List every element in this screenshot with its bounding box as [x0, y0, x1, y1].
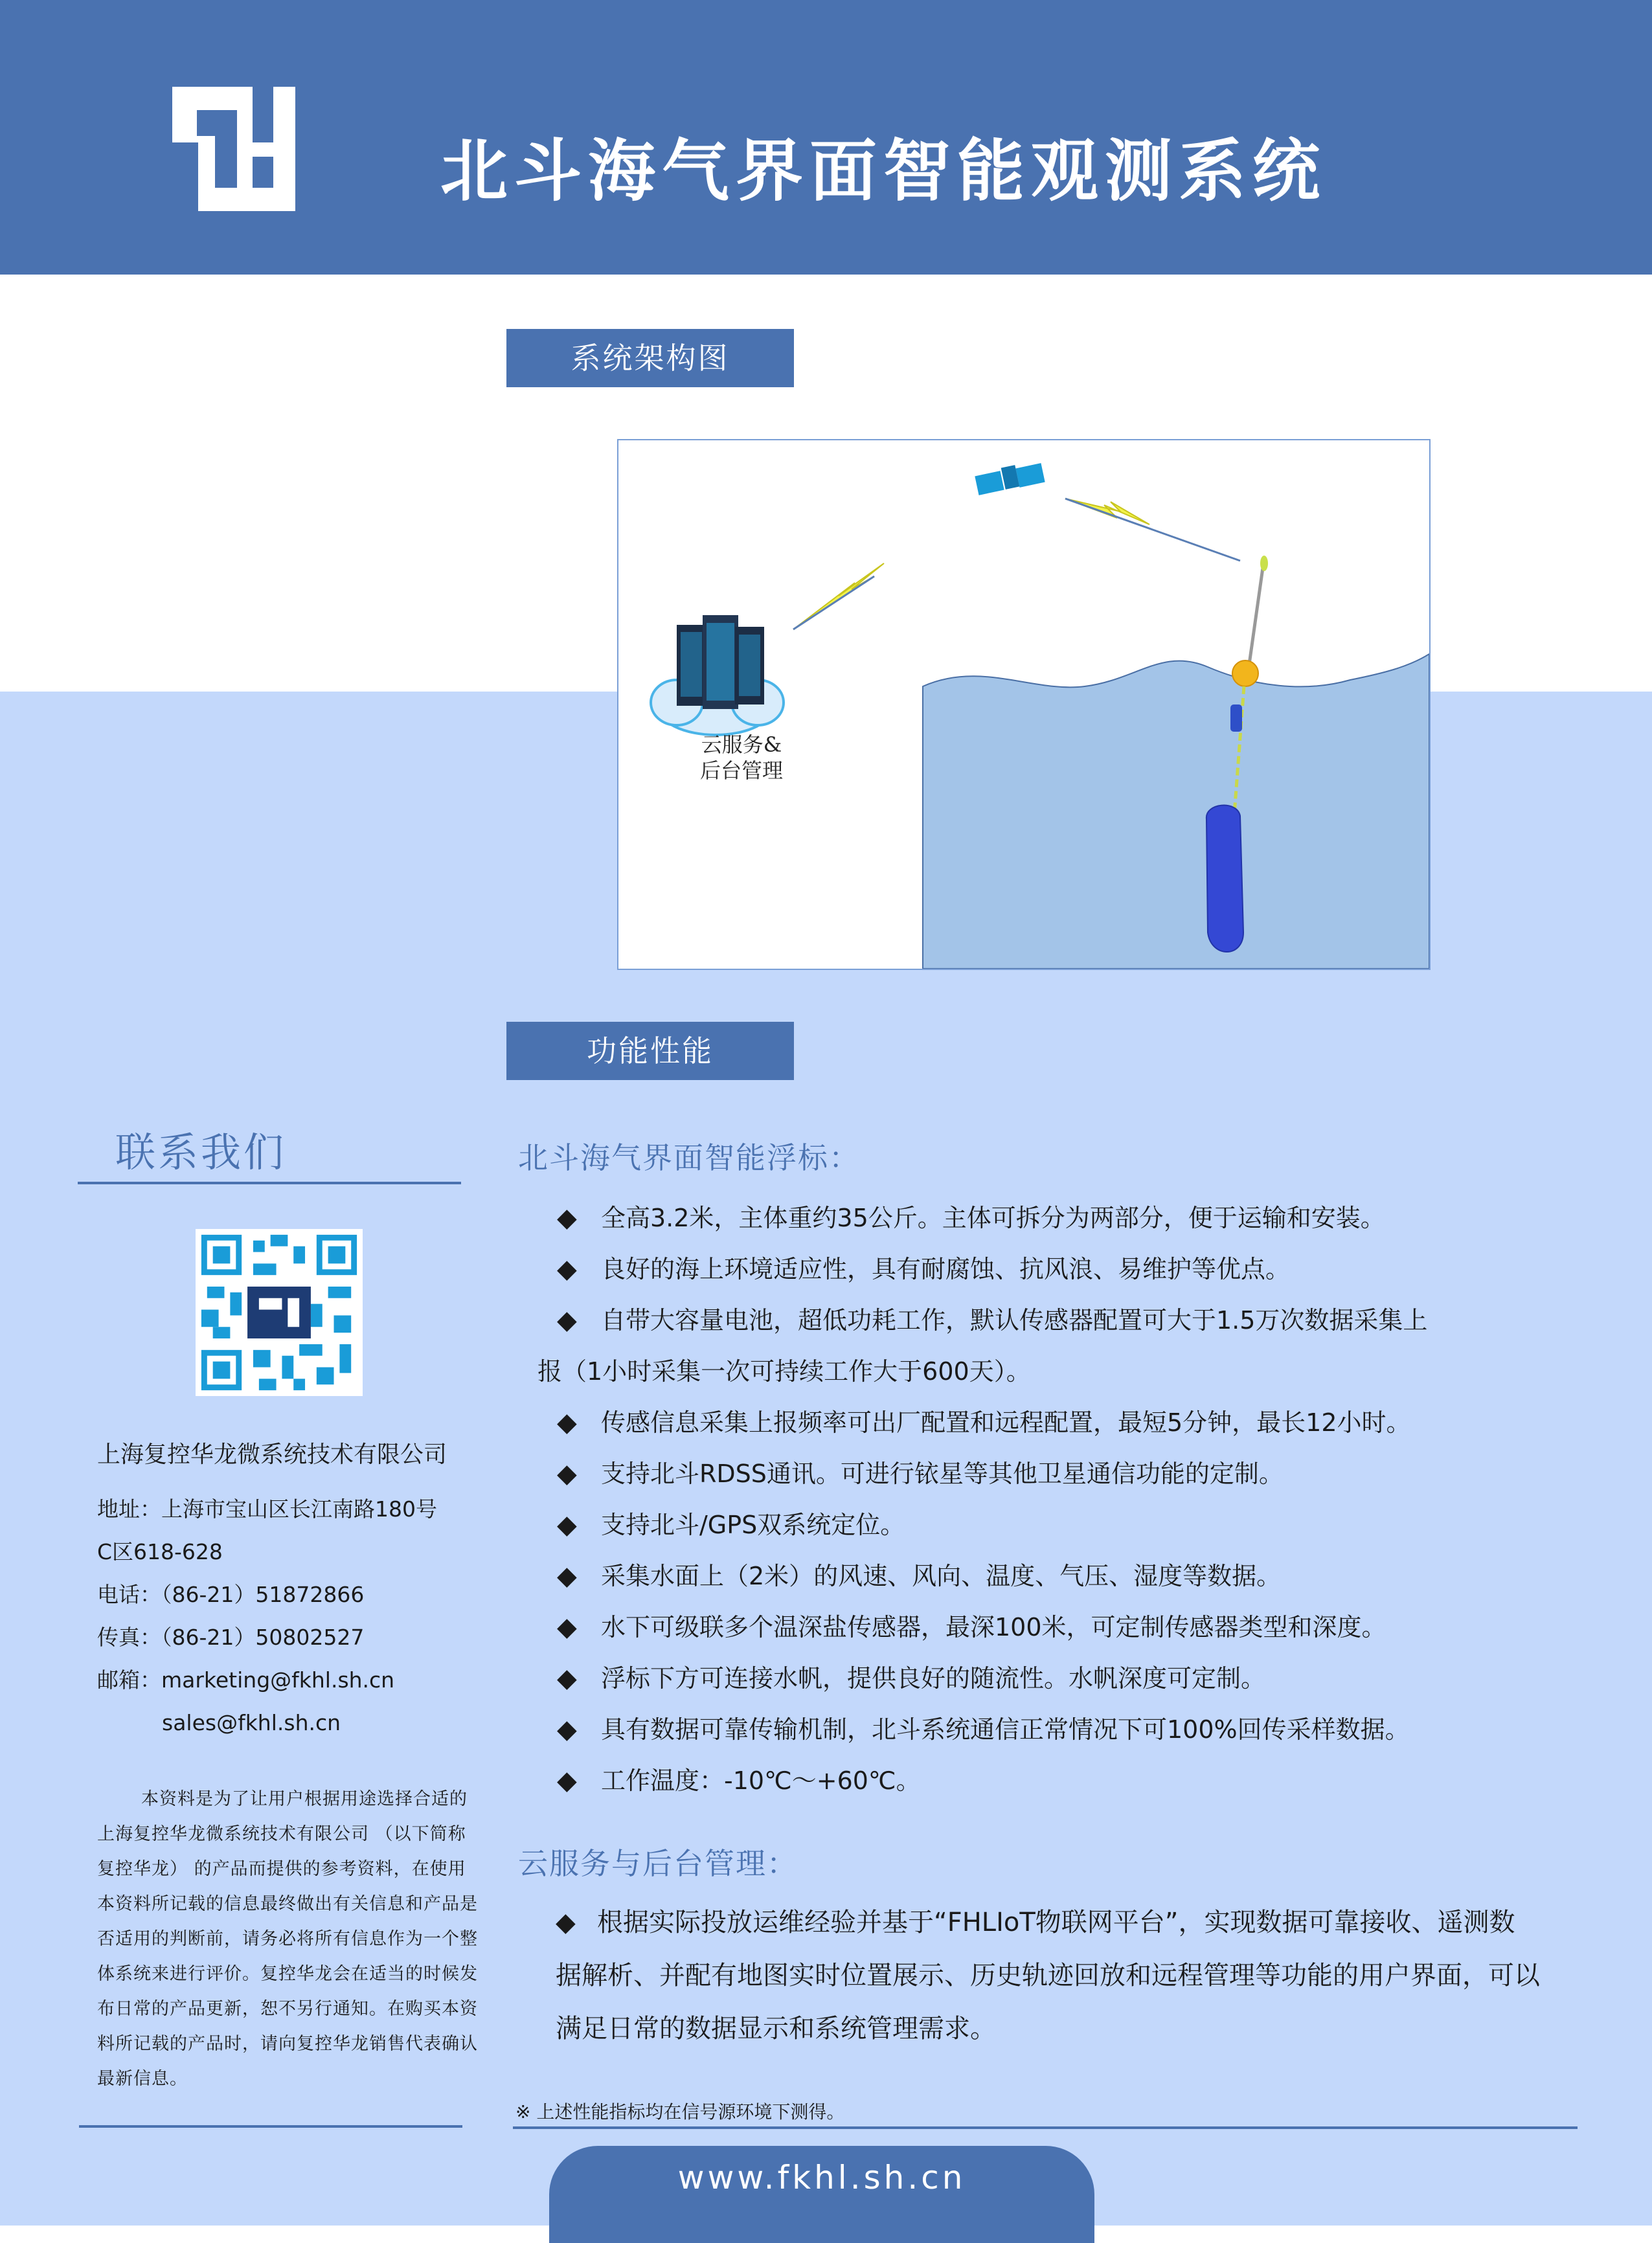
feature-item	[557, 1500, 1567, 1551]
section-tab-function: 功能性能	[506, 1022, 794, 1080]
page-title: 北斗海气界面智能观测系统	[440, 131, 1327, 210]
feature-text: 支持北斗RDSS通讯。可进行铱星等其他卫星通信功能的定制。	[601, 1460, 1284, 1488]
address-line2: C区618-628	[97, 1539, 223, 1564]
diamond-bullet-icon: ◆	[557, 1254, 577, 1284]
phone: 电话：（86-21）51872866	[97, 1582, 365, 1607]
cloud-heading: 云服务与后台管理：	[518, 1846, 798, 1881]
diamond-bullet-icon: ◆	[557, 1510, 577, 1540]
right-divider	[513, 2126, 1578, 2129]
diamond-bullet-icon: ◆	[557, 1408, 577, 1437]
disclaimer-text: 本资料是为了让用户根据用途选择合适的上海复控华龙微系统技术有限公司 （以下简称复控华龙） 的产品而提供的参考资料，在使用本资料所记载的信息最终做出有关信息和产品是否适用的判断前，请务必将所有信息作为一个整体系统来进行评价。复控华龙会在适当的时候发布日常的产品更新，恕不另行通知。在购买本资料所记载的产品时，请向复控华龙销售代表确认最新信息。	[97, 1789, 478, 2089]
left-divider	[79, 2125, 462, 2128]
diamond-bullet-icon: ◆	[557, 1203, 577, 1233]
buoy-heading: 北斗海气界面智能浮标：	[518, 1140, 860, 1175]
feature-text: 水下可级联多个温深盐传感器，最深100米，可定制传感器类型和深度。	[601, 1613, 1386, 1641]
feature-list	[537, 1193, 1567, 1807]
feature-item	[557, 1755, 1567, 1807]
address-line1: 地址：上海市宝山区长江南路180号	[97, 1496, 437, 1522]
feature-text: 具有数据可靠传输机制，北斗系统通信正常情况下可100%回传采样数据。	[601, 1715, 1410, 1744]
qr-code-icon	[196, 1229, 363, 1396]
feature-item	[557, 1602, 1567, 1653]
feature-text: 采集水面上（2米）的风速、风向、温度、气压、湿度等数据。	[601, 1562, 1282, 1590]
feature-item	[557, 1704, 1567, 1755]
diamond-bullet-icon: ◆	[557, 1663, 577, 1693]
diamond-bullet-icon: ◆	[557, 1459, 577, 1489]
website-banner[interactable]	[549, 2146, 1094, 2243]
feature-item	[557, 1397, 1567, 1448]
cloud-service-label	[670, 732, 813, 783]
fax: 传真：（86-21）50802527	[97, 1625, 365, 1650]
feature-text: 全高3.2米，主体重约35公斤。主体可拆分为两部分，便于运输和安装。	[601, 1204, 1385, 1232]
company-name: 上海复控华龙微系统技术有限公司	[97, 1441, 447, 1468]
feature-item	[557, 1551, 1567, 1602]
feature-item	[557, 1653, 1567, 1704]
diamond-bullet-icon: ◆	[557, 1715, 577, 1744]
diamond-bullet-icon: ◆	[556, 1908, 576, 1937]
feature-text: 良好的海上环境适应性，具有耐腐蚀、抗风浪、易维护等优点。	[601, 1255, 1291, 1283]
feature-item	[557, 1448, 1567, 1500]
feature-item	[557, 1244, 1567, 1295]
website-url[interactable]: www.fkhl.sh.cn	[677, 2159, 966, 2196]
ocean-wave	[923, 654, 1429, 969]
system-architecture-diagram	[617, 439, 1431, 970]
footnote: ※ 上述性能指标均在信号源环境下测得。	[515, 2101, 845, 2123]
diamond-bullet-icon: ◆	[557, 1612, 577, 1642]
feature-text: 工作温度：-10℃～+60℃。	[601, 1766, 921, 1795]
cloud-label-line1: 云服务&	[701, 732, 782, 757]
cloud-label-line2: 后台管理	[699, 758, 783, 783]
cloud-text: 根据实际投放运维经验并基于“FHLIoT物联网平台”，实现数据可靠接收、遥测数据解析、并配有地图实时位置展示、历史轨迹回放和远程管理等功能的用户界面，可以满足日常的数据显示和系统管理需求。	[556, 1908, 1540, 2044]
feature-item	[557, 1295, 1567, 1346]
satellite-icon	[974, 462, 1046, 496]
feature-text: 浮标下方可连接水帆，提供良好的随流性。水帆深度可定制。	[601, 1664, 1266, 1693]
email-marketing[interactable]: 邮箱：marketing@fkhl.sh.cn	[97, 1667, 395, 1693]
fh-logo-icon	[172, 87, 295, 211]
feature-text: 支持北斗/GPS双系统定位。	[601, 1511, 905, 1539]
diamond-bullet-icon: ◆	[557, 1766, 577, 1796]
section-tab-architecture: 系统架构图	[506, 329, 794, 387]
contact-divider	[78, 1182, 461, 1184]
feature-item-continuation: 报（1小时采集一次可持续工作大于600天）。	[537, 1357, 1031, 1386]
cloud-description	[556, 1896, 1540, 2055]
feature-item	[557, 1193, 1567, 1244]
server-rack-icon	[677, 615, 764, 709]
email-sales[interactable]: sales@fkhl.sh.cn	[162, 1710, 341, 1735]
diamond-bullet-icon: ◆	[557, 1561, 577, 1591]
diamond-bullet-icon: ◆	[557, 1305, 577, 1335]
contact-title: 联系我们	[115, 1129, 287, 1176]
feature-text: 传感信息采集上报频率可出厂配置和远程配置，最短5分钟，最长12小时。	[601, 1408, 1411, 1437]
feature-text: 自带大容量电池，超低功耗工作，默认传感器配置可大于1.5万次数据采集上	[601, 1306, 1428, 1335]
contact-details	[97, 1488, 486, 1744]
